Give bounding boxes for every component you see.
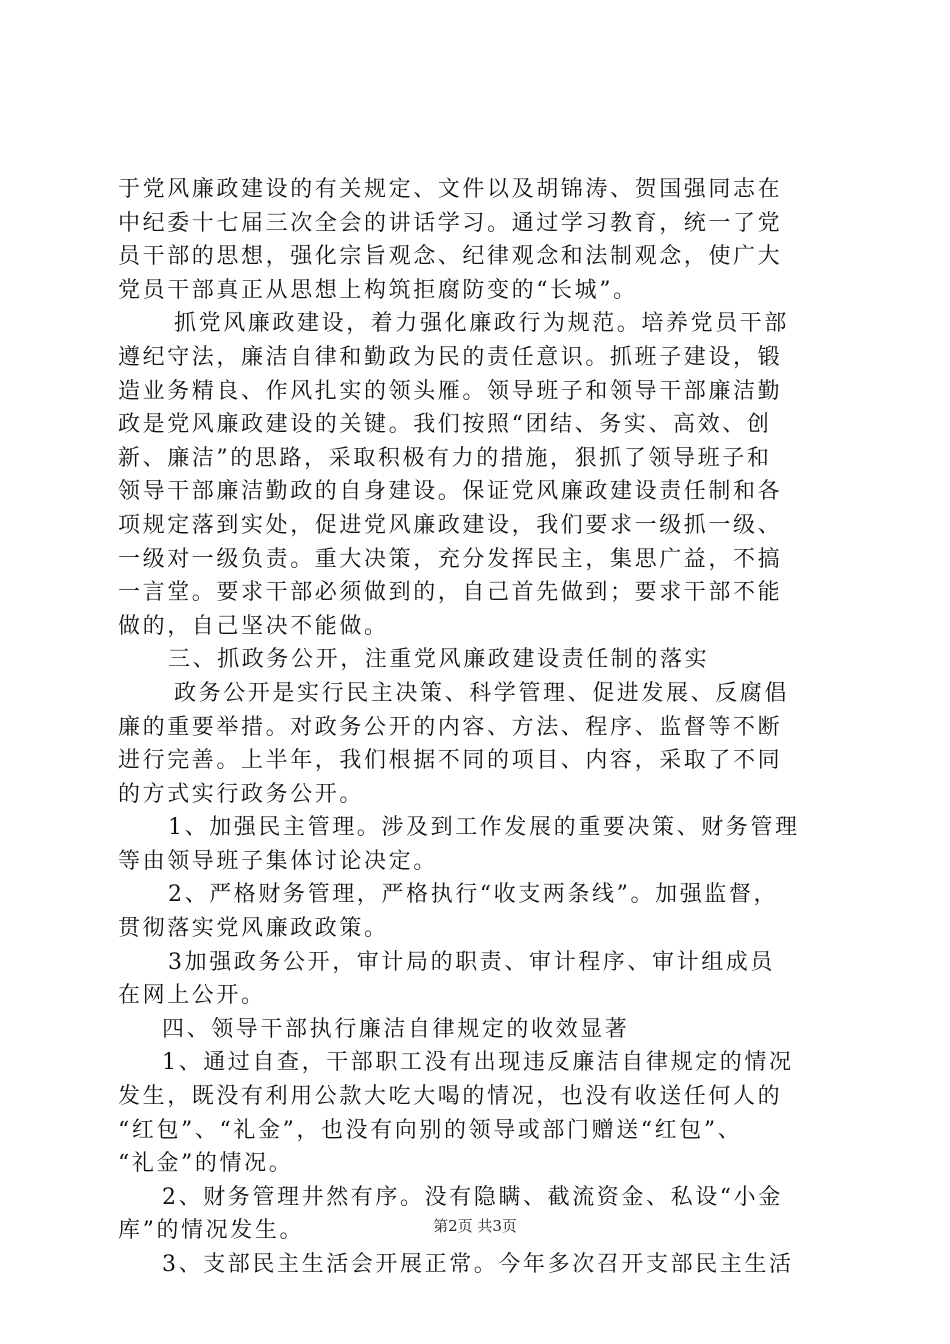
list-item-start-line: 3、支部民主生活会开展正常。今年多次召开支部民主生活 (162, 1252, 794, 1277)
text-line: 政是党风廉政建设的关键。我们按照“团结、务实、高效、创 (118, 412, 772, 438)
list-item-start-line: 1、加强民主管理。涉及到工作发展的重要决策、财务管理 (168, 815, 800, 841)
text-line: 项规定落到实处，促进党风廉政建设，我们要求一级抓一级、 (118, 512, 783, 538)
text-line: 新、廉洁”的思路，采取积极有力的措施，狠抓了领导班子和 (118, 445, 772, 471)
text-line: 做的，自己坚决不能做。 (118, 613, 389, 639)
section-heading-4: 四、领导干部执行廉洁自律规定的收效显著 (162, 1016, 630, 1042)
list-item-start-line: 1、通过自查，干部职工没有出现违反廉洁自律规定的情况 (162, 1050, 794, 1076)
text-line: 一级对一级负责。重大决策，充分发挥民主，集思广益，不搞 (118, 546, 783, 572)
list-item-start-line: 2、财务管理井然有序。没有隐瞒、截流资金、私设“小金 (162, 1184, 783, 1210)
section-heading-3: 三、抓政务公开，注重党风廉政建设责任制的落实 (168, 647, 710, 673)
text-line: 等由领导班子集体讨论决定。 (118, 848, 438, 874)
text-line: 廉的重要举措。对政务公开的内容、方法、程序、监督等不断 (118, 714, 783, 740)
text-line: 遵纪守法，廉洁自律和勤政为民的责任意识。抓班子建设，锻 (118, 344, 783, 370)
list-item-start-line: 3加强政务公开，审计局的职责、审计程序、审计组成员 (168, 949, 775, 975)
text-line: 于党风廉政建设的有关规定、文件以及胡锦涛、贺国强同志在 (118, 177, 783, 202)
text-line: 发生，既没有利用公款大吃大喝的情况，也没有收送任何人的 (118, 1084, 783, 1110)
text-line: 贯彻落实党风廉政政策。 (118, 916, 389, 942)
text-line: 领导干部廉洁勤政的自身建设。保证党风廉政建设责任制和各 (118, 479, 783, 505)
text-line: 员干部的思想，强化宗旨观念、纪律观念和法制观念，使广大 (118, 244, 783, 270)
paragraph-start-line: 抓党风廉政建设，着力强化廉政行为规范。培养党员干部 (174, 311, 790, 337)
text-line: 造业务精良、作风扎实的领头雁。领导班子和领导干部廉洁勤 (118, 378, 783, 404)
text-line: “礼金”的情况。 (118, 1151, 294, 1177)
list-item-start-line: 2、严格财务管理，严格执行“收支两条线”。加强监督， (168, 882, 779, 908)
text-line: 中纪委十七届三次全会的讲话学习。通过学习教育，统一了党 (118, 210, 783, 236)
text-line: “红包”、“礼金”，也没有向别的领导或部门赠送“红包”、 (118, 1117, 743, 1143)
text-line: 的方式实行政务公开。 (118, 781, 365, 807)
text-line: 一言堂。要求干部必须做到的，自己首先做到；要求干部不能 (118, 580, 783, 606)
text-line: 进行完善。上半年，我们根据不同的项目、内容，采取了不同 (118, 748, 783, 774)
document-body (118, 173, 838, 1282)
text-line: 在网上公开。 (118, 983, 266, 1009)
page-number-footer: 第2页 共3页 (433, 1217, 517, 1235)
text-line: 库”的情况发生。 (118, 1218, 305, 1244)
text-line: 党员干部真正从思想上构筑拒腐防变的“长城”。 (118, 277, 638, 303)
paragraph-start-line: 政务公开是实行民主决策、科学管理、促进发展、反腐倡 (174, 680, 790, 706)
